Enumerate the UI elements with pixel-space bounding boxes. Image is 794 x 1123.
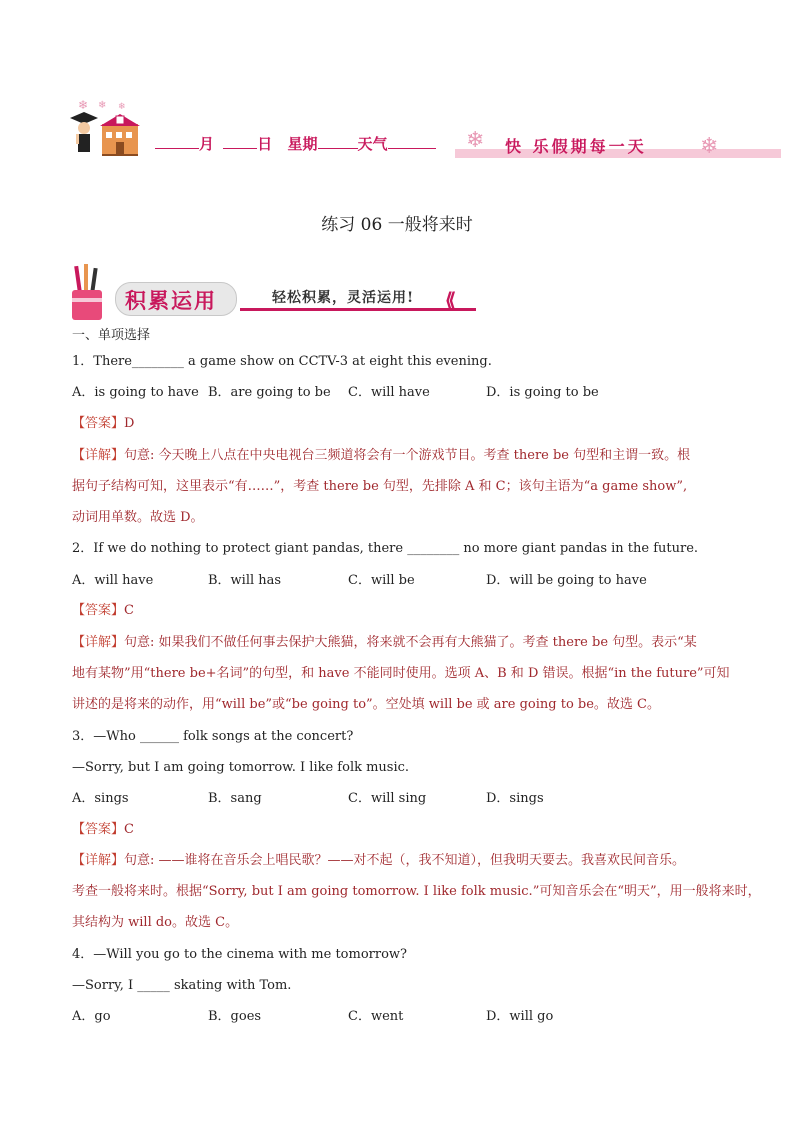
- answer-1: [72, 415, 134, 433]
- options-row-4: [72, 1008, 752, 1026]
- option-c: C．will have: [348, 385, 430, 400]
- question-4-reply: —Sorry, I _____ skating with Tom.: [72, 978, 292, 993]
- question-4: 4．—Will you go to the cinema with me tomorrow?: [72, 947, 408, 962]
- detail-2-line-1: [72, 634, 697, 652]
- question-2: 2．If we do nothing to protect giant pandas, there ________ no more giant pandas in the future.: [72, 541, 699, 556]
- detail-label: 【详解】: [72, 635, 125, 650]
- section-title: 积累运用: [125, 289, 217, 313]
- section-subtitle: 轻松积累，灵活运用!: [272, 290, 415, 306]
- snowflake-icon: ❄: [78, 98, 89, 112]
- option-d: D．will go: [486, 1009, 554, 1024]
- snowflake-icon: ❄: [700, 134, 719, 159]
- part-heading: 一、单项选择: [72, 328, 151, 343]
- option-b: B．are going to be: [208, 385, 331, 400]
- option-c: C．will be: [348, 573, 415, 588]
- detail-2-line-2: 地有某物”用“there be+名词”的句型，和 have 不能同时使用。选项 A、B 和 D 错误。根据“in the future”可知: [72, 666, 730, 681]
- answer-label: 【答案】: [72, 603, 125, 618]
- header-slogan: 快 乐假期每一天: [505, 137, 647, 156]
- snowflake-icon: ❄: [466, 128, 485, 153]
- option-d: D．will be going to have: [486, 573, 647, 588]
- graduate-school-icon: [66, 110, 146, 160]
- detail-label: 【详解】: [72, 448, 125, 463]
- answer-2: [72, 602, 134, 620]
- page-title: 练习 06 一般将来时: [321, 215, 473, 235]
- question-3-reply: —Sorry, but I am going tomorrow. I like folk music.: [72, 760, 410, 775]
- option-a: A．will have: [72, 573, 154, 588]
- double-arrow-left-icon: ⟪: [445, 288, 457, 312]
- option-b: B．goes: [208, 1009, 262, 1024]
- weekday-label: 星期: [287, 135, 318, 153]
- option-d: D．is going to be: [486, 385, 599, 400]
- detail-3-line-3: 其结构为 will do。故选 C。: [72, 915, 239, 930]
- detail-label: 【详解】: [72, 853, 125, 868]
- option-d: D．sings: [486, 791, 544, 806]
- option-a: A．is going to have: [72, 385, 199, 400]
- weather-label: 天气: [357, 135, 388, 153]
- answer-label: 【答案】: [72, 822, 125, 837]
- options-row-1: [72, 384, 752, 402]
- option-b: B．will has: [208, 573, 282, 588]
- answer-value: D: [124, 416, 135, 431]
- options-row-3: [72, 790, 752, 808]
- option-c: C．went: [348, 1009, 404, 1024]
- pencil-cup-icon: [68, 262, 106, 322]
- option-a: A．sings: [72, 791, 129, 806]
- detail-3-line-2: 考查一般将来时。根据“Sorry, but I am going tomorrow. I like folk music.”可知音乐会在“明天”，用一般将来时，: [72, 884, 761, 899]
- answer-value: C: [124, 603, 134, 618]
- section-underline: [240, 308, 476, 311]
- day-label: 日: [257, 135, 273, 153]
- date-fields: [155, 133, 436, 154]
- detail-text: 句意: 如果我们不做任何事去保护大熊猫，将来就不会再有大熊猫了。考查 there be 句型。表示“某: [124, 635, 697, 650]
- answer-value: C: [124, 822, 134, 837]
- snowflake-icon: ❄: [118, 102, 126, 112]
- answer-3: [72, 821, 134, 839]
- question-1: 1．There________ a game show on CCTV-3 at eight this evening.: [72, 354, 492, 369]
- detail-3-line-1: [72, 852, 685, 870]
- options-row-2: [72, 572, 752, 590]
- detail-2-line-3: 讲述的是将来的动作，用“will be”或“be going to”。空处填 will be 或 are going to be。故选 C。: [72, 697, 661, 712]
- snowflake-icon: ❄: [98, 100, 107, 111]
- detail-text: 句意: ——谁将在音乐会上唱民歌？——对不起（，我不知道），但我明天要去。我喜欢民间音乐。: [124, 853, 686, 868]
- detail-text: 句意: 今天晚上八点在中央电视台三频道将会有一个游戏节目。考查 there be 句型和主谓一致。根: [124, 448, 691, 463]
- option-c: C．will sing: [348, 791, 427, 806]
- question-3: 3．—Who ______ folk songs at the concert?: [72, 729, 354, 744]
- detail-1-line-2: 据句子结构可知，这里表示“有……”，考查 there be 句型，先排除 A 和 C；该句主语为“a game show”,: [72, 479, 688, 494]
- detail-1-line-3: 动词用单数。故选 D。: [72, 510, 204, 525]
- month-label: 月: [199, 135, 215, 153]
- detail-1-line-1: [72, 447, 690, 465]
- option-b: B．sang: [208, 791, 262, 806]
- answer-label: 【答案】: [72, 416, 125, 431]
- option-a: A．go: [72, 1009, 111, 1024]
- header-banner: [0, 0, 794, 170]
